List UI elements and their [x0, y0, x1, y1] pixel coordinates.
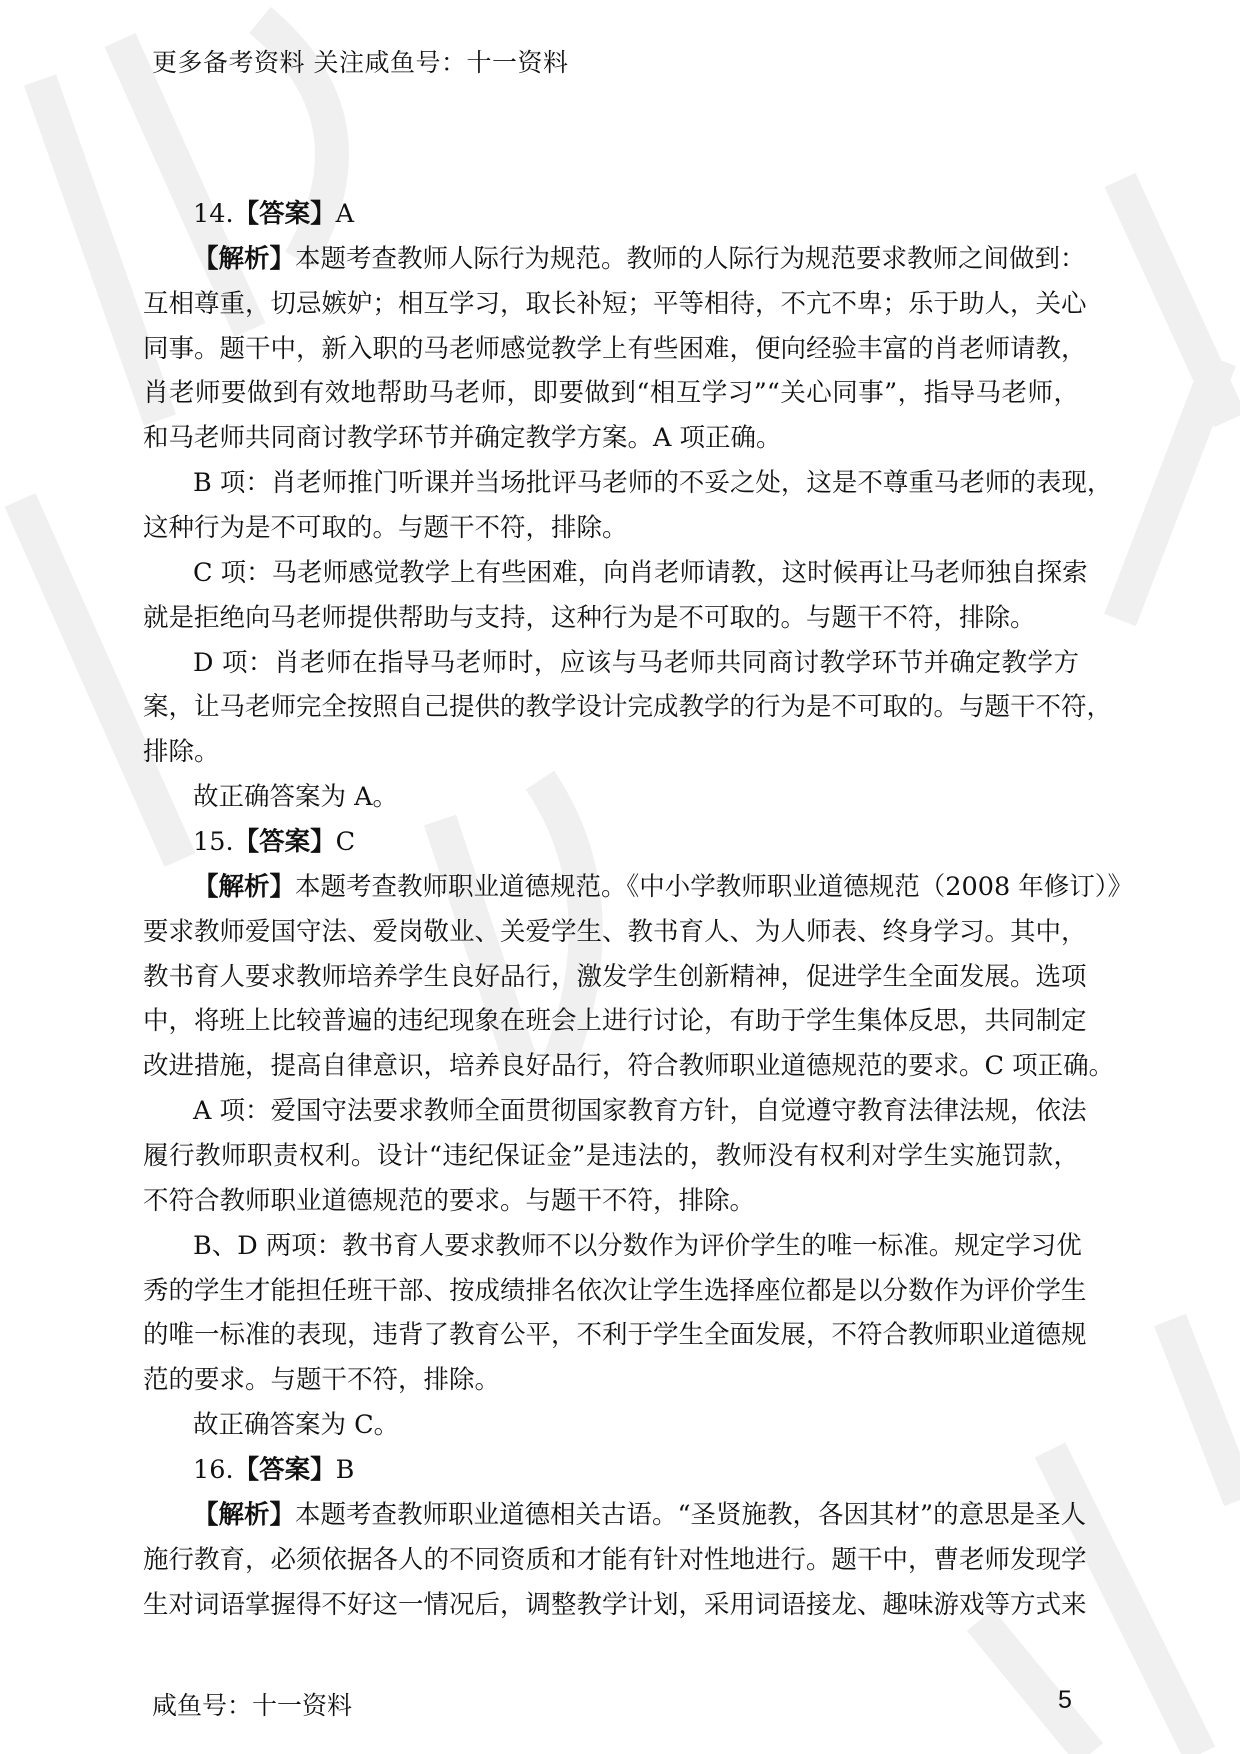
text-line	[143, 1313, 1087, 1358]
line-text: A	[335, 199, 354, 229]
line-text: B	[335, 1455, 355, 1486]
line-text: 施行教育，必须依据各人的不同资质和才能有针对性地进行。题干中，曹老师发现学	[143, 1544, 1087, 1575]
text-line	[143, 1448, 1079, 1493]
line-text: 教书育人要求教师培养学生良好品行，激发学生创新精神，促进学生全面发展。选项	[143, 961, 1087, 992]
line-text: 秀的学生才能担任班干部、按成绩排名依次让学生选择座位都是以分数作为评价学生	[143, 1275, 1087, 1306]
text-line	[143, 461, 1113, 506]
text-line	[143, 1179, 1079, 1224]
line-text: 和马老师共同商讨教学环节并确定教学方案。A 项正确。	[143, 423, 782, 454]
line-text: 就是拒绝向马老师提供帮助与支持，这种行为是不可取的。与题干不符，排除。	[143, 602, 1036, 633]
page-number: 5	[1058, 1686, 1072, 1714]
line-text: 这种行为是不可取的。与题干不符，排除。	[143, 513, 628, 544]
line-text: 履行教师职责权利。设计“违纪保证金”是违法的，教师没有权利对学生实施罚款，	[143, 1141, 1079, 1172]
section-label: 【解析】	[193, 871, 296, 902]
line-text: B 项：肖老师推门听课并当场批评马老师的不妥之处，这是不尊重马老师的表现，	[193, 468, 1113, 499]
text-line	[143, 416, 1079, 461]
line-text: 改进措施，提高自律意识，培养良好品行，符合教师职业道德规范的要求。C 项正确。	[143, 1051, 1115, 1082]
text-line	[143, 1089, 1087, 1134]
line-text: C	[335, 827, 356, 858]
text-line	[143, 506, 1079, 551]
text-line	[143, 1493, 1087, 1538]
question-number: 16.	[193, 1455, 234, 1486]
text-line	[143, 865, 1134, 910]
line-text: 故正确答案为 A。	[193, 782, 399, 813]
text-line	[143, 820, 1079, 865]
text-line	[143, 1224, 1082, 1269]
text-line	[143, 910, 1087, 955]
text-line	[143, 955, 1087, 1000]
line-text: 故正确答案为 C。	[193, 1410, 400, 1441]
line-text: 本题考查教师人际行为规范。教师的人际行为规范要求教师之间做到：	[295, 243, 1086, 274]
line-text: 排除。	[143, 737, 220, 768]
text-line	[143, 1583, 1087, 1628]
line-text: 要求教师爱国守法、爱岗敬业、关爱学生、教书育人、为人师表、终身学习。其中，	[143, 916, 1087, 947]
text-line	[143, 1403, 1079, 1448]
line-text: 中，将班上比较普遍的违纪现象在班会上进行讨论，有助于学生集体反思，共同制定	[143, 1006, 1087, 1037]
text-line	[143, 551, 1088, 596]
page-header: 更多备考资料 关注咸鱼号：十一资料	[152, 48, 569, 77]
section-label: 【解析】	[193, 243, 296, 274]
text-line	[143, 371, 1079, 416]
document-body	[143, 192, 1134, 1628]
line-text: 范的要求。与题干不符，排除。	[143, 1365, 501, 1396]
page-footer: 咸鱼号：十一资料	[152, 1691, 353, 1720]
line-text: 不符合教师职业道德规范的要求。与题干不符，排除。	[143, 1185, 756, 1216]
line-text: 生对词语掌握得不好这一情况后，调整教学计划，采用词语接龙、趣味游戏等方式来	[143, 1589, 1087, 1620]
section-label: 【解析】	[193, 1499, 296, 1530]
text-line	[143, 641, 1079, 686]
text-line	[143, 282, 1087, 327]
section-label: 【答案】	[233, 1455, 336, 1486]
question-number: 14.	[193, 199, 234, 229]
text-line	[143, 192, 1079, 237]
line-text: B、D 两项：教书育人要求教师不以分数作为评价学生的唯一标准。规定学习优	[193, 1230, 1082, 1261]
text-line	[143, 999, 1087, 1044]
line-text: D 项：肖老师在指导马老师时，应该与马老师共同商讨教学环节并确定教学方	[193, 647, 1079, 678]
text-line	[143, 596, 1079, 641]
text-line	[143, 730, 1079, 775]
line-text: 肖老师要做到有效地帮助马老师，即要做到“相互学习”“关心同事”，指导马老师，	[143, 378, 1079, 409]
line-text: 案，让马老师完全按照自己提供的教学设计完成教学的行为是不可取的。与题干不符，	[143, 692, 1113, 723]
line-text: 的唯一标准的表现，违背了教育公平，不利于学生全面发展，不符合教师职业道德规	[143, 1320, 1087, 1351]
line-text: A 项：爱国守法要求教师全面贯彻国家教育方针，自觉遵守教育法律法规，依法	[193, 1096, 1087, 1127]
text-line	[143, 685, 1113, 730]
text-line	[143, 237, 1086, 282]
question-number: 15.	[193, 827, 234, 858]
text-line	[143, 327, 1087, 372]
line-text: 本题考查教师职业道德规范。《中小学教师职业道德规范（2008 年修订）》	[295, 871, 1134, 902]
text-line	[143, 1044, 1115, 1089]
text-line	[143, 775, 1079, 820]
text-line	[143, 1358, 1079, 1403]
text-line	[143, 1269, 1087, 1314]
line-text: C 项：马老师感觉教学上有些困难，向肖老师请教，这时候再让马老师独自探索	[193, 557, 1088, 588]
section-label: 【答案】	[233, 199, 336, 229]
line-text: 互相尊重，切忌嫉妒；相互学习，取长补短；平等相待，不亢不卑；乐于助人，关心	[143, 288, 1087, 319]
section-label: 【答案】	[233, 827, 336, 858]
line-text: 同事。题干中，新入职的马老师感觉教学上有些困难，便向经验丰富的肖老师请教，	[143, 333, 1087, 364]
text-line	[143, 1538, 1087, 1583]
line-text: 本题考查教师职业道德相关古语。“圣贤施教，各因其材”的意思是圣人	[295, 1499, 1087, 1530]
text-line	[143, 1134, 1079, 1179]
